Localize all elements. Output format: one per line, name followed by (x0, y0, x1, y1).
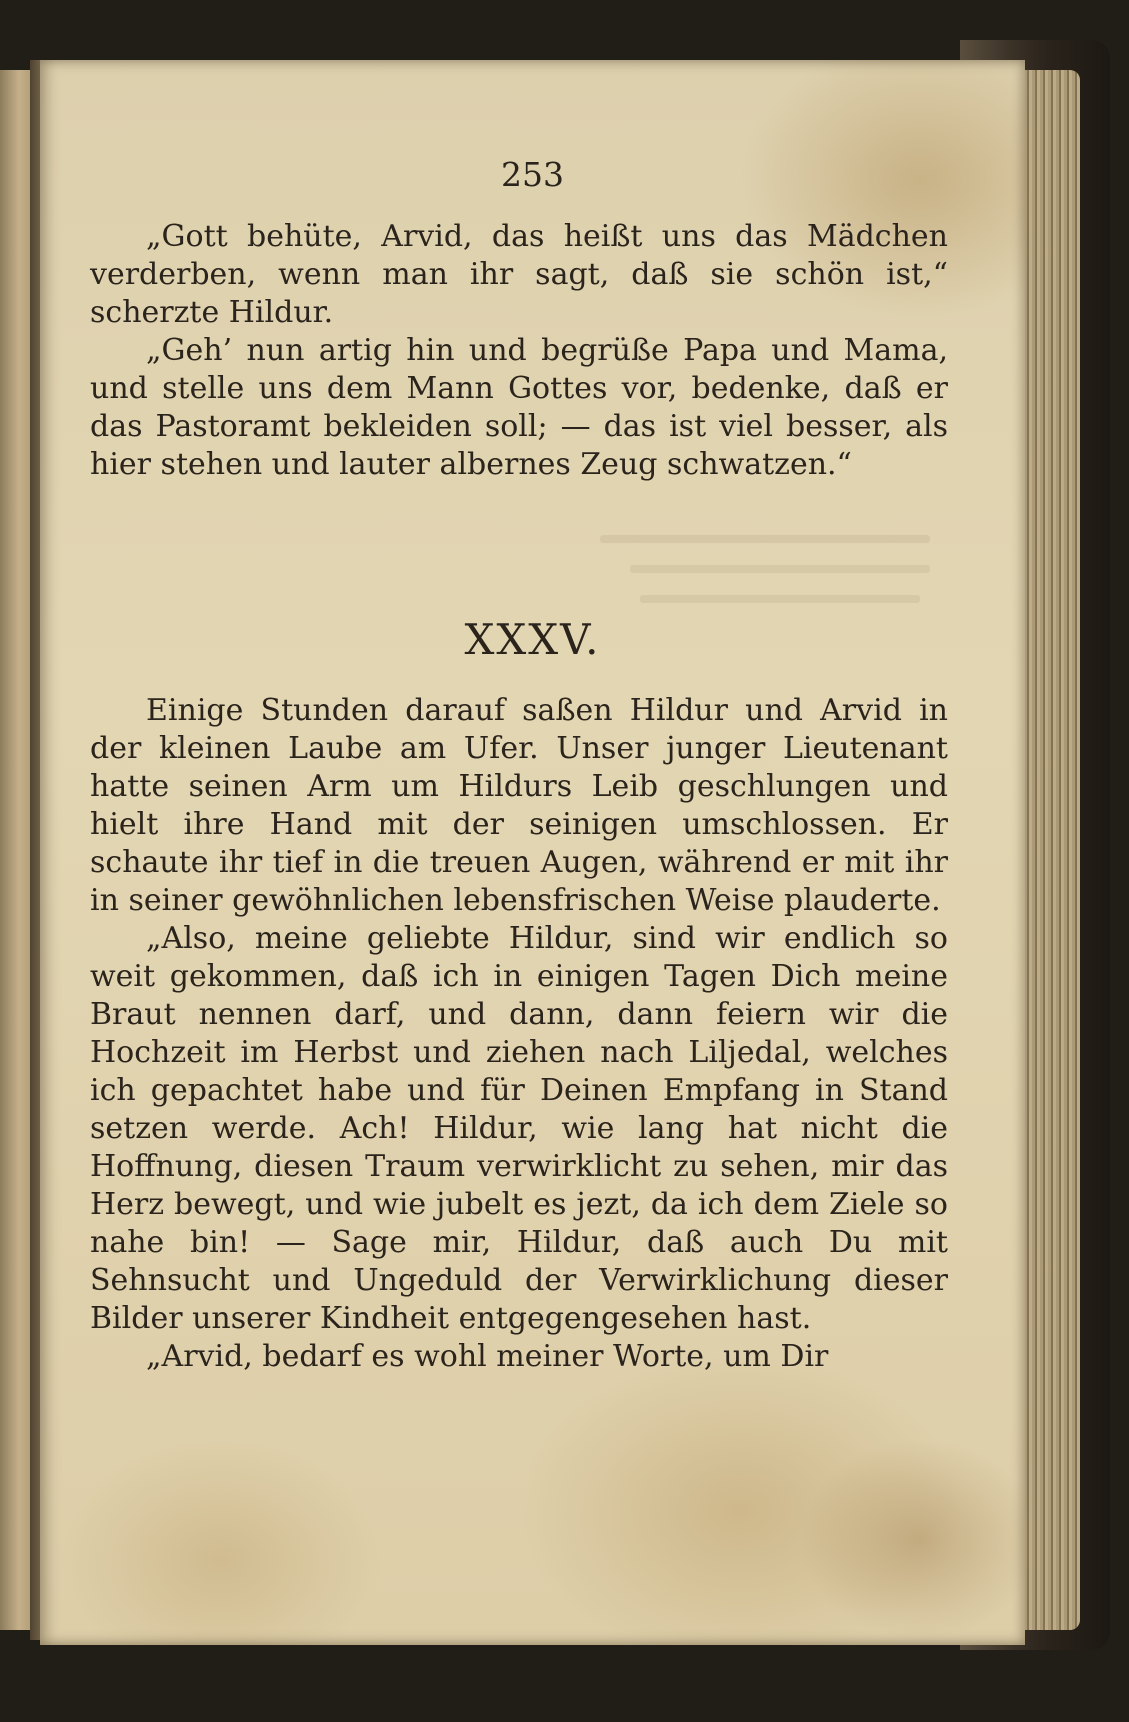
chapter-heading: XXXV. (464, 615, 601, 664)
show-through-mark (640, 595, 920, 603)
page-number: 253 (501, 155, 564, 194)
paragraph: „Geh’ nun artig hin und begrüße Papa und Mama, und stelle uns dem Mann Gottes vor, bedenke, daß er das Pastoramt bekleiden soll; — das ist viel besser, als hier stehen und lauter albernes Zeug schwatzen.“ (90, 333, 948, 482)
paragraph: „Also, meine geliebte Hildur, sind wir endlich so weit gekommen, daß ich in einigen Tagen Dich meine Braut nennen darf, und dann, dann feiern wir die Hochzeit im Herbst und ziehen nach Liljedal, welches ich gepachtet habe und für Deinen Empfang in Stand setzen werde. Ach! Hildur, wie lang hat nicht die Hoffnung, diesen Traum verwirklicht zu sehen, mir das Herz bewegt, und wie jubelt es jezt, da ich dem Ziele so nahe bin! — Sage mir, Hildur, daß auch Du mit Sehnsucht und Ungeduld der Verwirklichung dieser Bilder unserer Kindheit entgegengesehen hast. (90, 921, 948, 1336)
paragraph: Einige Stunden darauf saßen Hildur und Arvid in der kleinen Laube am Ufer. Unser junger Lieutenant hatte seinen Arm um Hildurs Leib geschlungen und hielt ihre Hand mit der seinigen umschlossen. Er schaute ihr tief in die treuen Augen, während er mit ihr in seiner gewöhnlichen lebensfrischen Weise plauderte. (90, 693, 948, 918)
show-through-mark (630, 565, 930, 573)
book-page (40, 60, 1025, 1645)
paragraph: „Arvid, bedarf es wohl meiner Worte, um Dir (146, 1339, 829, 1374)
show-through-mark (600, 535, 930, 543)
paragraph: „Gott behüte, Arvid, das heißt uns das Mädchen verderben, wenn man ihr sagt, daß sie schön ist,“ scherzte Hildur. (90, 219, 948, 330)
